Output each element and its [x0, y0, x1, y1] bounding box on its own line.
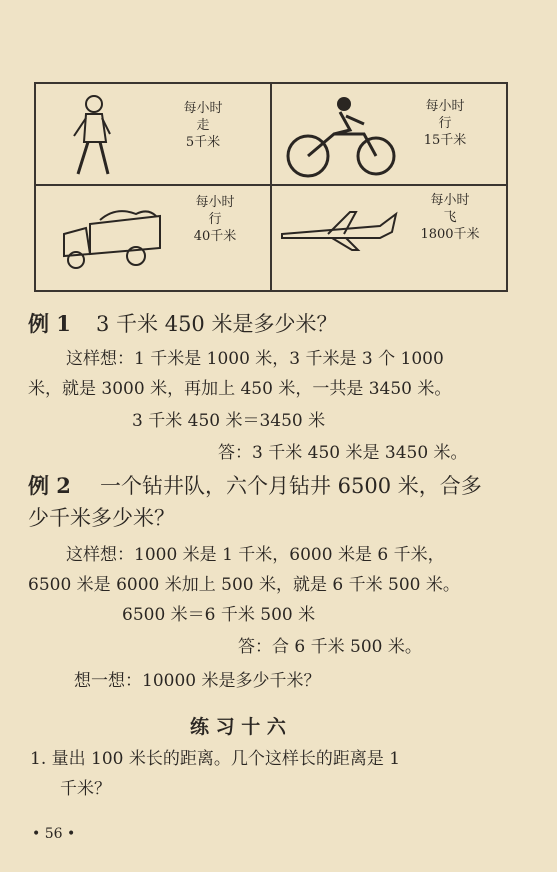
caption-line: 行 — [438, 116, 452, 131]
exercise-title: 练 习 十 六 — [190, 716, 286, 738]
motorcycle-caption — [412, 98, 478, 149]
exercise-item1-line1: 1. 量出 100 米长的距离。几个这样长的距离是 1 — [30, 749, 401, 769]
jet-plane-icon — [280, 204, 400, 254]
example2-equation: 6500 米＝6 千米 500 米 — [122, 605, 316, 625]
caption-line: 飞 — [443, 210, 457, 225]
cell-walking — [36, 84, 270, 184]
example1-explain-line2: 米，就是 3000 米，再加上 450 米，一共是 3450 米。 — [28, 379, 452, 399]
example1-question: 3 千米 450 米是多少米？ — [96, 312, 338, 336]
jet-caption — [412, 192, 488, 243]
cell-truck — [36, 186, 270, 290]
truck-icon — [56, 204, 166, 274]
example1-explain-line1: 这样想：1 千米是 1000 米，3 千米是 3 个 1000 — [66, 349, 444, 369]
caption-line: 15千米 — [423, 133, 467, 148]
walking-person-icon — [64, 92, 124, 180]
caption-line: 行 — [208, 212, 222, 227]
caption-line: 每小时 — [183, 101, 223, 116]
example2-question-line2: 少千米多少米？ — [28, 506, 175, 530]
think-prompt: 想一想：10000 米是多少千米？ — [74, 671, 321, 691]
example2-explain-line1: 这样想：1000 米是 1 千米，6000 米是 6 千米， — [66, 545, 445, 565]
caption-line: 每小时 — [425, 99, 465, 114]
example2-question-line1: 一个钻井队，六个月钻井 6500 米，合多 — [100, 474, 482, 498]
example1-answer: 答：3 千米 450 米是 3450 米。 — [218, 443, 468, 463]
truck-caption — [182, 194, 248, 245]
cell-motorcycle — [272, 84, 506, 184]
speed-illustration-table — [34, 82, 508, 292]
walking-caption — [170, 100, 236, 151]
caption-line: 每小时 — [195, 195, 235, 210]
caption-line: 40千米 — [193, 229, 237, 244]
example2-explain-line2: 6500 米是 6000 米加上 500 米，就是 6 千米 500 米。 — [28, 575, 460, 595]
caption-line: 5千米 — [185, 135, 221, 150]
example2-label: 例 2 — [28, 473, 71, 498]
example1-label: 例 1 — [28, 311, 71, 336]
caption-line: 1800千米 — [420, 227, 480, 242]
page-number: • 56 • — [32, 826, 76, 842]
example2-answer: 答：合 6 千米 500 米。 — [238, 637, 422, 657]
cell-jet — [272, 186, 506, 290]
caption-line: 走 — [196, 118, 210, 133]
motorcycle-icon — [284, 94, 400, 180]
example1-equation: 3 千米 450 米＝3450 米 — [132, 411, 326, 431]
exercise-item1-line2: 千米？ — [60, 779, 111, 799]
caption-line: 每小时 — [430, 193, 470, 208]
